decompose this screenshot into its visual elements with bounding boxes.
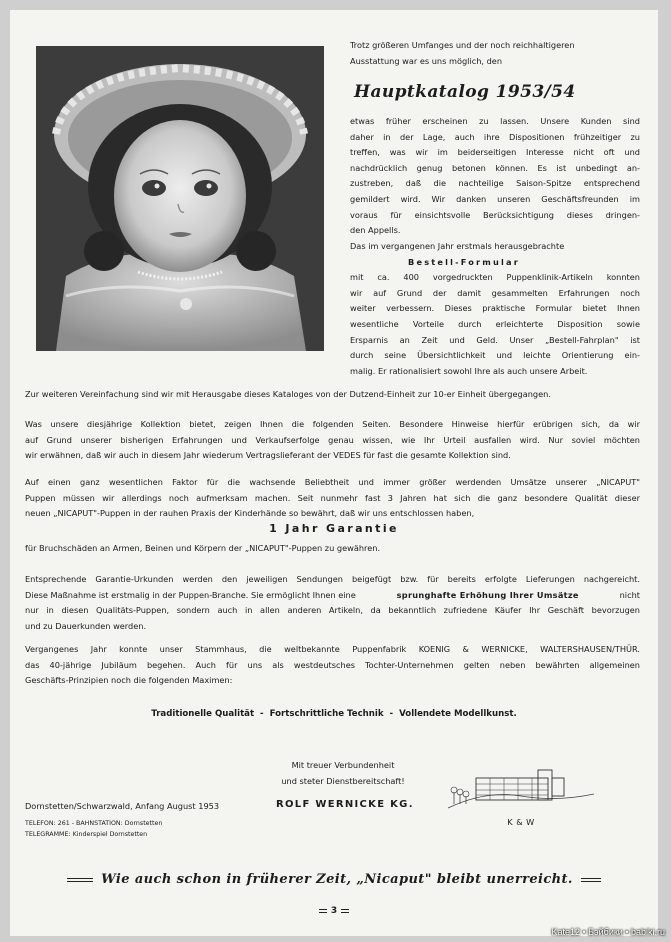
location-date: Dornstetten/Schwarzwald, Anfang August 1953 bbox=[25, 801, 220, 811]
paragraph-6-line-2-end: nicht bbox=[619, 589, 640, 600]
watermark: Kate12 • Бэйбики • babiki.ru bbox=[551, 927, 665, 937]
factory-logo bbox=[446, 764, 596, 827]
paragraph-1-line: voraus für einsichtsvolle Berücksichtigung dieses dringen- bbox=[350, 209, 640, 220]
paragraph-2-intro: Das im vergangenen Jahr erstmals herausgebrachte bbox=[350, 241, 565, 251]
telegramme-line: TELEGRAMME: Kinderspiel Dornstetten bbox=[25, 831, 148, 838]
closing-greeting bbox=[258, 758, 428, 789]
order-form-heading: Bestell-Formular bbox=[408, 256, 520, 267]
catalog-title: Hauptkatalog 1953/54 bbox=[354, 82, 576, 102]
paragraph-1 bbox=[350, 114, 640, 239]
paragraph-1-line: daher in der Lage, auch ihre Dispositionen frühzeitiger zu bbox=[350, 131, 640, 142]
paragraph-1-line: zustreben, daß die nachteilige Saison-Spitze entsprechend bbox=[350, 178, 640, 189]
paragraph-2 bbox=[350, 239, 640, 379]
page-number: 3 bbox=[330, 906, 338, 916]
closing-line-1: Mit treuer Verbundenheit bbox=[291, 760, 395, 770]
paragraph-7-line: Geschäfts-Prinzipien noch die folgenden Maximen: bbox=[25, 675, 233, 686]
paragraph-6-line-2 bbox=[25, 588, 640, 604]
paragraph-5-line: Puppen müssen wir allerdings noch aufmerksam machen. Seit nunmehr fast 3 Jahren hat sich die ganz besondere Qualität dieser bbox=[25, 492, 640, 503]
closing-line-2: und steter Dienstbereitschaft! bbox=[281, 775, 405, 786]
paragraph-4-line: Was unsere diesjährige Kollektion bietet, zeigen Ihnen die folgenden Seiten. Besondere Hinweise hierfür erübrigen sich, da wir bbox=[25, 419, 640, 429]
paragraph-3 bbox=[25, 387, 640, 403]
doll-photograph bbox=[36, 46, 324, 351]
guarantee-heading: 1 Jahr Garantie bbox=[269, 522, 399, 535]
paragraph-2-line: weiter verbessern. Dieses praktische Formular bietet Ihnen bbox=[350, 303, 640, 314]
paragraph-1-line: treffen, was wir im beiderseitigen Interesse nicht oft und bbox=[350, 147, 640, 158]
paragraph-1-line: nachdrücklich genug betonen können. Es ist unbedingt an- bbox=[350, 162, 640, 173]
paragraph-6 bbox=[25, 572, 640, 634]
page-number-row bbox=[10, 906, 658, 916]
sales-increase-highlight: sprunghafte Erhöhung Ihrer Umsätze bbox=[396, 589, 579, 600]
catalog-page bbox=[10, 10, 658, 936]
intro-line-1: Trotz größeren Umfanges und der noch reichhaltigeren bbox=[350, 40, 575, 50]
paragraph-4 bbox=[25, 417, 640, 464]
paragraph-1-line: gemildert wird. Wir danken unseren Geschäftsfreunden im bbox=[350, 193, 640, 204]
paragraph-3-text: Zur weiteren Vereinfachung sind wir mit Herausgabe dieses Kataloges von der Dutzend-Einheit zur 10-er Einheit übergegangen. bbox=[25, 389, 551, 399]
intro-line-2: Ausstattung war es uns möglich, den bbox=[350, 55, 503, 66]
paragraph-7-line: das 40-jährige Jubiläum begehen. Auch für uns als westdeutsches Tochter-Unternehmen gelten neben bewährten allgemeinen bbox=[25, 659, 640, 670]
paragraph-2-line: wir auf Grund der damit gesammelten Erfahrungen noch bbox=[350, 287, 640, 298]
paragraph-6-line-1: Entsprechende Garantie-Urkunden werden den jeweiligen Sendungen beigefügt bzw. für bereits erfolgte Lieferungen nachgereicht. bbox=[25, 574, 640, 584]
factory-building-icon bbox=[446, 764, 596, 812]
contact-block bbox=[25, 818, 162, 840]
motto-row bbox=[10, 872, 658, 887]
paragraph-2-line: wesentliche Vorteile durch erleichterte Disposition sowie bbox=[350, 318, 640, 329]
company-maxims: Traditionelle Qualität - Fortschrittliche Technik - Vollendete Modellkunst. bbox=[151, 709, 517, 719]
page-rule-left bbox=[319, 909, 327, 913]
paragraph-6-line: nur in diesen Qualitäts-Puppen, sondern auch in allen anderen Artikeln, da bekanntlich zufriedene Käufer Ihr Geschäft bevorzugen bbox=[25, 605, 640, 616]
paragraph-7-line: Vergangenes Jahr konnte unser Stammhaus, die weltbekannte Puppenfabrik KOENIG & WERNICKE, WALTERSHAUSEN/THÜR. bbox=[25, 644, 640, 654]
telefon-line: TELEFON: 261 - BAHNSTATION: Dornstetten bbox=[25, 820, 163, 827]
paragraph-1-line: etwas früher erscheinen zu lassen. Unsere Kunden sind bbox=[350, 116, 640, 126]
paragraph-6-line-2-start: Diese Maßnahme ist erstmalig in der Puppen-Branche. Sie ermöglicht Ihnen eine bbox=[25, 589, 356, 600]
paragraph-2-line: mit ca. 400 vorgedruckten Puppenklinik-Artikeln konnten bbox=[350, 272, 640, 283]
motto: Wie auch schon in früherer Zeit, „Nicaput" bleibt unerreicht. bbox=[101, 872, 573, 887]
paragraph-6-line: und zu Dauerkunden werden. bbox=[25, 620, 147, 631]
company-signature: ROLF WERNICKE KG. bbox=[276, 799, 414, 810]
paragraph-1-line: den Appells. bbox=[350, 225, 401, 236]
guarantee-paragraph bbox=[25, 541, 640, 557]
paragraph-4-line: auf Grund unserer bisherigen Erfahrungen und Verkaufserfolge genau wissen, wie Ihr Urteil ausfallen wird. Nur soviel möchten bbox=[25, 434, 640, 445]
paragraph-5-line: neuen „NICAPUT"-Puppen in der rauhen Praxis der Kinderhände so bewährt, daß wir uns entschlossen haben, bbox=[25, 508, 475, 519]
logo-label: K & W bbox=[507, 817, 535, 827]
paragraph-5-line: Auf einen ganz wesentlichen Faktor für die wachsende Beliebtheit und immer größer werdenden Umsätze unserer „NICAPUT" bbox=[25, 477, 640, 487]
motto-rule-left bbox=[67, 878, 93, 882]
intro-block bbox=[350, 38, 640, 69]
doll-image bbox=[36, 46, 324, 351]
paragraph-2-line: durch seine Übersichtlichkeit und leichte Orientierung ein- bbox=[350, 350, 640, 361]
guarantee-line: für Bruchschäden an Armen, Beinen und Körpern der „NICAPUT"-Puppen zu gewähren. bbox=[25, 543, 381, 553]
motto-rule-right bbox=[581, 878, 601, 882]
paragraph-2-line: Ersparnis an Zeit und Geld. Unser „Bestell-Fahrplan" ist bbox=[350, 334, 640, 345]
paragraph-2-line: malig. Er rationalisiert sowohl Ihre als auch unsere Arbeit. bbox=[350, 365, 588, 376]
page-rule-right bbox=[341, 909, 349, 913]
paragraph-7 bbox=[25, 642, 640, 689]
paragraph-5 bbox=[25, 475, 640, 522]
paragraph-4-line: wir erwähnen, daß wir auch in diesem Jahr wiederum Vertragslieferant der VEDES für fast die gesamte Kollektion sind. bbox=[25, 450, 511, 461]
